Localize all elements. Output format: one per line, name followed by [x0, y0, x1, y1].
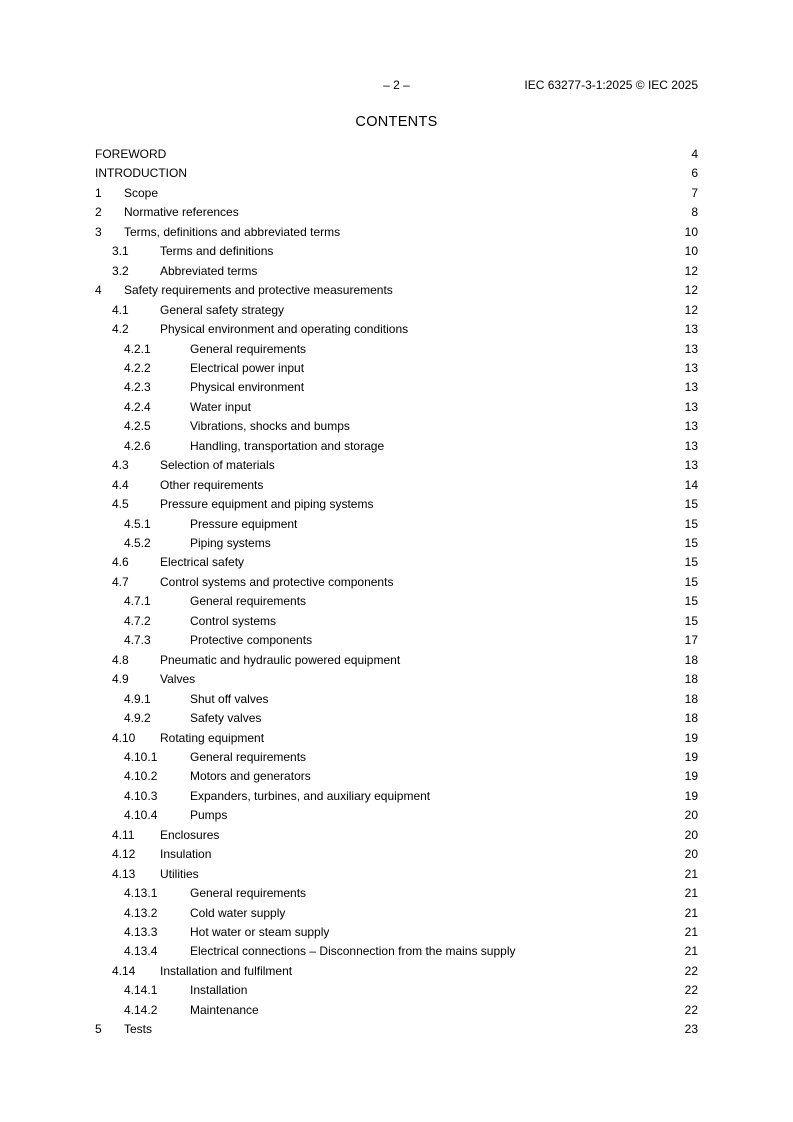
toc-entry[interactable]	[95, 749, 698, 765]
toc-entry-number: 4.4	[112, 477, 129, 492]
toc-entry[interactable]	[95, 418, 698, 434]
toc-entry-page: 8	[691, 205, 698, 220]
toc-entry-title: Pressure equipment and piping systems	[160, 497, 374, 512]
toc-entry-title: Physical environment	[190, 380, 305, 395]
toc-entry-page: 13	[684, 341, 698, 356]
toc-entry-title: Expanders, turbines, and auxiliary equipment	[190, 788, 431, 803]
toc-entry-number: 4.14.2	[124, 1002, 158, 1017]
toc-entry[interactable]	[95, 360, 698, 376]
toc-entry-number: 4.6	[112, 555, 129, 570]
toc-entry[interactable]	[95, 146, 698, 162]
toc-entry-number: 1	[95, 185, 102, 200]
toc-entry-page: 20	[684, 808, 698, 823]
toc-entry-title: Motors and generators	[190, 769, 311, 784]
toc-entry-title: Piping systems	[190, 536, 271, 550]
toc-entry-title: Vibrations, shocks and bumps	[190, 419, 350, 434]
toc-entry[interactable]	[95, 243, 698, 259]
toc-entry[interactable]	[95, 846, 698, 862]
toc-entry-number: 4.10	[112, 730, 136, 745]
toc-entry-page: 21	[684, 925, 698, 939]
toc-entry-title: Abbreviated terms	[160, 263, 258, 278]
toc-entry-number: 4.7.2	[124, 613, 151, 628]
toc-entry-number: 4.9.2	[124, 711, 151, 726]
toc-entry-number: 4.10.4	[124, 808, 158, 823]
toc-entry-page: 13	[684, 380, 698, 395]
toc-entry[interactable]	[95, 263, 698, 279]
toc-entry[interactable]	[95, 185, 698, 201]
toc-entry-title: Enclosures	[160, 827, 220, 842]
toc-entry[interactable]	[95, 282, 698, 298]
toc-entry-number: 4.11	[112, 827, 135, 842]
toc-entry-title: Pneumatic and hydraulic powered equipment	[160, 652, 401, 667]
toc-entry-title: Safety requirements and protective measurements	[124, 283, 393, 298]
toc-entry[interactable]	[95, 924, 698, 940]
toc-entry-number: 4.3	[112, 458, 129, 473]
toc-entry[interactable]	[95, 1021, 698, 1037]
toc-entry-title: Shut off valves	[190, 691, 269, 706]
toc-entry-page: 19	[684, 788, 698, 803]
toc-entry[interactable]	[95, 807, 698, 823]
toc-entry-number: 4.7.1	[124, 594, 151, 609]
toc-entry-number: 4.9.1	[124, 691, 151, 706]
toc-entry-number: 4.9	[112, 672, 129, 687]
toc-entry-title: General requirements	[190, 749, 307, 764]
toc-entry-number: 4.2.5	[124, 419, 151, 434]
toc-entry-page: 19	[684, 730, 698, 745]
toc-entry-page: 17	[684, 633, 698, 648]
toc-entry-page: 10	[684, 244, 698, 259]
toc-entry-number: 4	[95, 283, 102, 298]
toc-entry-title: Water input	[190, 399, 251, 414]
toc-entry-title: Installation and fulfilment	[160, 963, 293, 978]
toc-entry-title: FOREWORD	[95, 147, 167, 161]
toc-entry-number: 4.14.1	[124, 983, 158, 998]
toc-entry-number: 4.2.4	[124, 399, 151, 414]
toc-entry[interactable]	[95, 963, 698, 979]
toc-entry[interactable]	[95, 438, 698, 454]
toc-entry[interactable]	[95, 1002, 698, 1018]
toc-entry-page: 6	[691, 166, 698, 181]
toc-entry-title: Terms, definitions and abbreviated terms	[124, 224, 341, 239]
toc-entry[interactable]	[95, 885, 698, 901]
page-number: – 2 –	[383, 78, 410, 92]
toc-entry-number: 4.1	[112, 302, 129, 317]
toc-entry[interactable]	[95, 165, 698, 181]
toc-entry-number: 4.13.3	[124, 925, 158, 939]
toc-entry-page: 13	[684, 360, 698, 375]
toc-entry-page: 18	[684, 711, 698, 726]
toc-entry-page: 13	[684, 438, 698, 453]
toc-entry-page: 21	[684, 886, 698, 901]
toc-entry-title: Cold water supply	[190, 905, 286, 920]
toc-entry[interactable]	[95, 730, 698, 746]
toc-entry-number: 4.10.2	[124, 769, 158, 784]
toc-entry-number: 4.13.2	[124, 905, 158, 920]
toc-entry[interactable]	[95, 613, 698, 629]
toc-entry-title: Rotating equipment	[160, 730, 265, 745]
toc-entry-title: INTRODUCTION	[95, 166, 187, 181]
contents-title: CONTENTS	[355, 114, 438, 130]
toc-entry-page: 13	[684, 399, 698, 414]
toc-entry[interactable]	[95, 321, 698, 337]
toc-entry[interactable]	[95, 866, 698, 882]
toc-entry-number: 4.10.3	[124, 788, 158, 803]
toc-entry[interactable]	[95, 302, 698, 318]
toc-entry-page: 20	[684, 827, 698, 842]
toc-entry-number: 4.2.1	[124, 341, 151, 356]
toc-entry-title: Control systems	[190, 613, 277, 628]
toc-entry-title: Control systems and protective components	[160, 574, 394, 589]
toc-entry-title: Installation	[190, 983, 248, 998]
toc-entry[interactable]	[95, 593, 698, 609]
toc-entry-number: 3	[95, 224, 102, 239]
toc-entry-title: Normative references	[124, 205, 239, 220]
toc-entry-page: 18	[684, 652, 698, 667]
toc-entry-number: 4.8	[112, 652, 129, 667]
toc-entry-number: 4.5	[112, 497, 129, 512]
toc-entry-page: 12	[684, 283, 698, 298]
toc-entry-title: Protective components	[190, 633, 313, 648]
toc-entry-number: 2	[95, 205, 102, 220]
document-reference: IEC 63277-3-1:2025 © IEC 2025	[524, 78, 698, 92]
toc-entry-page: 15	[684, 536, 698, 550]
toc-entry-page: 4	[691, 147, 698, 161]
toc-entry-title: Electrical connections – Disconnection from the mains supply	[190, 944, 516, 959]
toc-entry-number: 4.2	[112, 322, 129, 337]
toc-entry-title: General safety strategy	[160, 302, 285, 317]
toc-entry-page: 10	[684, 224, 698, 239]
toc-entry-page: 20	[684, 847, 698, 862]
toc-entry-page: 7	[691, 185, 698, 200]
toc-entry[interactable]	[95, 982, 698, 998]
toc-entry-title: Terms and definitions	[160, 244, 274, 259]
toc-entry-page: 12	[684, 263, 698, 278]
toc-entry-page: 15	[684, 555, 698, 570]
toc-entry[interactable]	[95, 399, 698, 415]
toc-entry-title: Selection of materials	[160, 458, 275, 473]
toc-entry-number: 4.13	[112, 866, 136, 881]
toc-entry-title: Other requirements	[160, 477, 264, 492]
toc-entry-title: General requirements	[190, 594, 307, 609]
toc-entry[interactable]	[95, 341, 698, 357]
toc-entry[interactable]	[95, 496, 698, 512]
toc-entry-number: 5	[95, 1022, 102, 1037]
toc-entry[interactable]	[95, 457, 698, 473]
toc-entry-page: 19	[684, 769, 698, 784]
toc-entry-title: Handling, transportation and storage	[190, 438, 385, 453]
toc-entry[interactable]	[95, 827, 698, 843]
toc-entry-title: Electrical safety	[160, 555, 245, 570]
toc-entry[interactable]	[95, 554, 698, 570]
toc-entry[interactable]	[95, 691, 698, 707]
toc-entry-number: 3.2	[112, 263, 129, 278]
toc-entry-number: 4.13.4	[124, 944, 158, 959]
toc-entry-number: 3.1	[112, 244, 129, 259]
toc-entry[interactable]	[95, 710, 698, 726]
toc-entry-page: 21	[684, 905, 698, 920]
toc-entry-title: Physical environment and operating conditions	[160, 322, 409, 337]
toc-entry-number: 4.5.2	[124, 536, 151, 550]
toc-entry-title: Tests	[124, 1022, 153, 1037]
toc-entry-number: 4.7	[112, 574, 129, 589]
toc-entry[interactable]	[95, 379, 698, 395]
toc-entry-number: 4.13.1	[124, 886, 158, 901]
page-header	[95, 78, 698, 92]
toc-entry-page: 13	[684, 419, 698, 434]
toc-entry[interactable]	[95, 477, 698, 493]
toc-entry-title: Valves	[160, 672, 196, 687]
toc-entry-title: Pumps	[190, 808, 228, 823]
toc-entry-page: 13	[684, 322, 698, 337]
toc-entry-page: 15	[684, 516, 698, 531]
toc-entry-page: 22	[684, 983, 698, 998]
toc-entry-title: Hot water or steam supply	[190, 925, 330, 939]
toc-entry[interactable]	[95, 632, 698, 648]
toc-entry-number: 4.7.3	[124, 633, 151, 648]
toc-entry-number: 4.14	[112, 963, 136, 978]
toc-entry-page: 23	[684, 1022, 698, 1037]
toc-entry-number: 4.2.3	[124, 380, 151, 395]
toc-entry-page: 12	[684, 302, 698, 317]
toc-entry-page: 22	[684, 1002, 698, 1017]
toc-entry[interactable]	[95, 516, 698, 532]
toc-entry-page: 15	[684, 613, 698, 628]
toc-entry-page: 18	[684, 672, 698, 687]
toc-entry-page: 18	[684, 691, 698, 706]
toc-entry-number: 4.2.6	[124, 438, 151, 453]
toc-entry-title: General requirements	[190, 886, 307, 901]
toc-entry[interactable]	[95, 574, 698, 590]
toc-entry-page: 21	[684, 944, 698, 959]
toc-entry[interactable]	[95, 224, 698, 240]
toc-entry[interactable]	[95, 943, 698, 959]
toc-entry-title: Electrical power input	[190, 360, 305, 375]
toc-entry-title: Maintenance	[190, 1002, 259, 1017]
toc-entry-title: Scope	[124, 185, 159, 200]
toc-entry-page: 19	[684, 749, 698, 764]
toc-entry-page: 13	[684, 458, 698, 473]
toc-entry[interactable]	[95, 652, 698, 668]
toc-entry-number: 4.12	[112, 847, 136, 862]
toc-entry-title: General requirements	[190, 341, 307, 356]
toc-entry-title: Safety valves	[190, 711, 262, 726]
toc-entry-title: Utilities	[160, 866, 199, 881]
toc-entry-number: 4.5.1	[124, 516, 151, 531]
toc-entry-number: 4.10.1	[124, 749, 158, 764]
toc-entry-number: 4.2.2	[124, 360, 151, 375]
toc-entry[interactable]	[95, 768, 698, 784]
toc-entry[interactable]	[95, 204, 698, 220]
toc-entry-page: 15	[684, 574, 698, 589]
toc-entry-page: 15	[684, 497, 698, 512]
toc-entry-title: Pressure equipment	[190, 516, 298, 531]
toc-entry[interactable]	[95, 905, 698, 921]
toc-entry[interactable]	[95, 788, 698, 804]
toc-entry[interactable]	[95, 671, 698, 687]
toc-entry-page: 21	[684, 866, 698, 881]
toc-entry-page: 14	[684, 477, 698, 492]
toc-entry[interactable]	[95, 535, 698, 551]
toc-entry-page: 22	[684, 963, 698, 978]
toc-entry-page: 15	[684, 594, 698, 609]
toc-entry-title: Insulation	[160, 847, 212, 862]
